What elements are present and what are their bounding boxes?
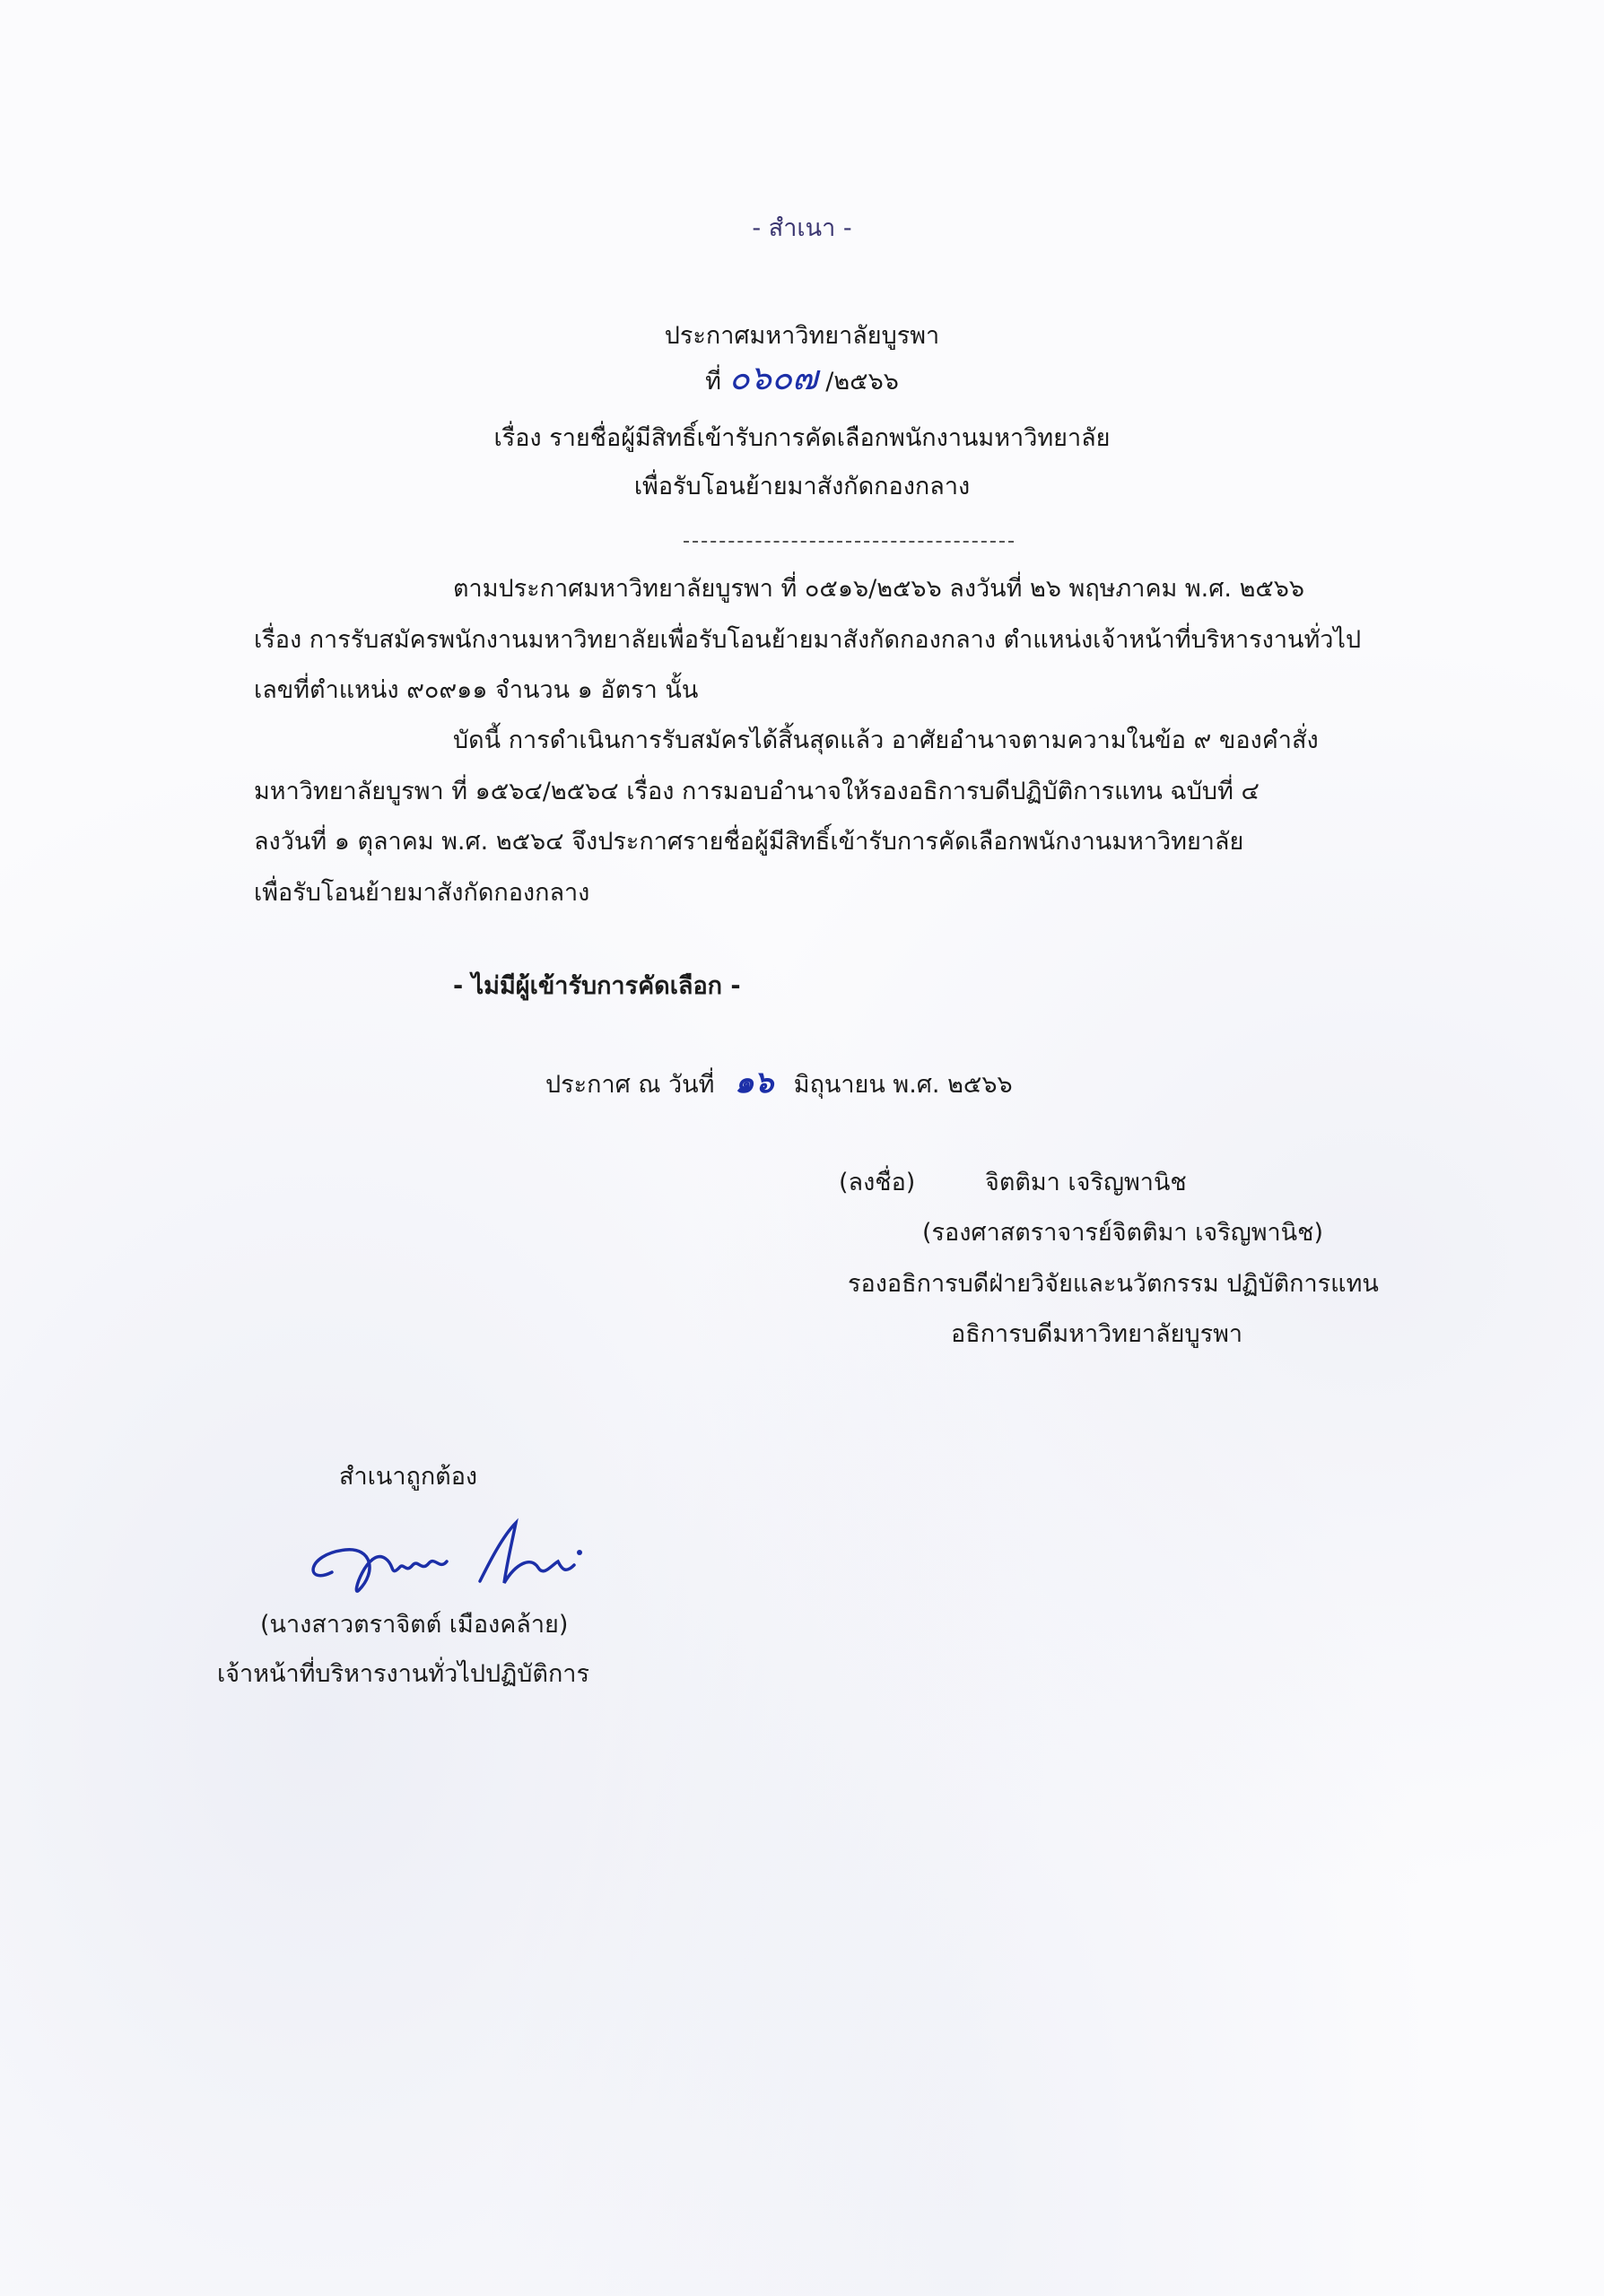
header-divider bbox=[684, 541, 1014, 543]
para2-line2: มหาวิทยาลัยบูรพา ที่ ๑๕๖๔/๒๕๖๔ เรื่อง การมอบอำนาจให้รองอธิการบดีปฏิบัติการแทน ฉบับที่ ๔ bbox=[254, 778, 1260, 805]
number-handwritten: ๐๖๐๗ bbox=[728, 358, 818, 397]
org-title: ประกาศมหาวิทยาลัยบูรพา bbox=[664, 322, 940, 350]
signed-name: จิตติมา เจริญพานิช bbox=[985, 1169, 1187, 1196]
signatory-full-name: (รองศาสตราจารย์จิตติมา เจริญพานิช) bbox=[922, 1219, 1323, 1247]
para2-line4: เพื่อรับโอนย้ายมาสังกัดกองกลาง bbox=[254, 879, 590, 907]
number-suffix: /๒๕๖๖ bbox=[825, 368, 899, 396]
date-suffix: มิถุนายน พ.ศ. ๒๕๖๖ bbox=[793, 1071, 1013, 1099]
signatory-position-line2: อธิการบดีมหาวิทยาลัยบูรพา bbox=[951, 1320, 1243, 1348]
certifier-name: (นางสาวตราจิตต์ เมืองคล้าย) bbox=[260, 1611, 569, 1639]
subject-line-1: เรื่อง รายชื่อผู้มีสิทธิ์เข้ารับการคัดเลือกพนักงานมหาวิทยาลัย bbox=[493, 424, 1111, 452]
date-day-handwritten: ๑๖ bbox=[735, 1065, 774, 1100]
certified-label: สำเนาถูกต้อง bbox=[339, 1463, 478, 1491]
certifier-signature-icon bbox=[296, 1509, 637, 1608]
signatory-position-line1: รองอธิการบดีฝ่ายวิจัยและนวัตกรรม ปฏิบัติการแทน bbox=[848, 1270, 1379, 1298]
announcement-date bbox=[545, 1067, 1013, 1100]
announcement-number bbox=[0, 358, 1604, 397]
date-prefix: ประกาศ ณ วันที่ bbox=[545, 1071, 715, 1099]
para1-line1: ตามประกาศมหาวิทยาลัยบูรพา ที่ ๐๕๑๖/๒๕๖๖ ลงวันที่ ๒๖ พฤษภาคม พ.ศ. ๒๕๖๖ bbox=[453, 575, 1305, 603]
result-notice: - ไม่มีผู้เข้ารับการคัดเลือก - bbox=[453, 972, 741, 1000]
para1-line2: เรื่อง การรับสมัครพนักงานมหาวิทยาลัยเพื่อรับโอนย้ายมาสังกัดกองกลาง ตำแหน่งเจ้าหน้าที่บริหารงานทั่วไป bbox=[254, 626, 1362, 654]
signed-label: (ลงชื่อ) bbox=[839, 1169, 916, 1196]
number-prefix: ที่ bbox=[705, 368, 721, 396]
copy-label: - สำเนา - bbox=[752, 214, 852, 242]
para2-line1: บัดนี้ การดำเนินการรับสมัครได้สิ้นสุดแล้ว อาศัยอำนาจตามความในข้อ ๙ ของคำสั่ง bbox=[453, 726, 1319, 754]
para2-line3: ลงวันที่ ๑ ตุลาคม พ.ศ. ๒๕๖๔ จึงประกาศรายชื่อผู้มีสิทธิ์เข้ารับการคัดเลือกพนักงานมหาวิทยาลัย bbox=[254, 828, 1244, 856]
subject-line-2: เพื่อรับโอนย้ายมาสังกัดกองกลาง bbox=[633, 473, 971, 500]
certifier-position: เจ้าหน้าที่บริหารงานทั่วไปปฏิบัติการ bbox=[217, 1660, 589, 1688]
para1-line3: เลขที่ตำแหน่ง ๙๐๙๑๑ จำนวน ๑ อัตรา นั้น bbox=[254, 676, 699, 704]
